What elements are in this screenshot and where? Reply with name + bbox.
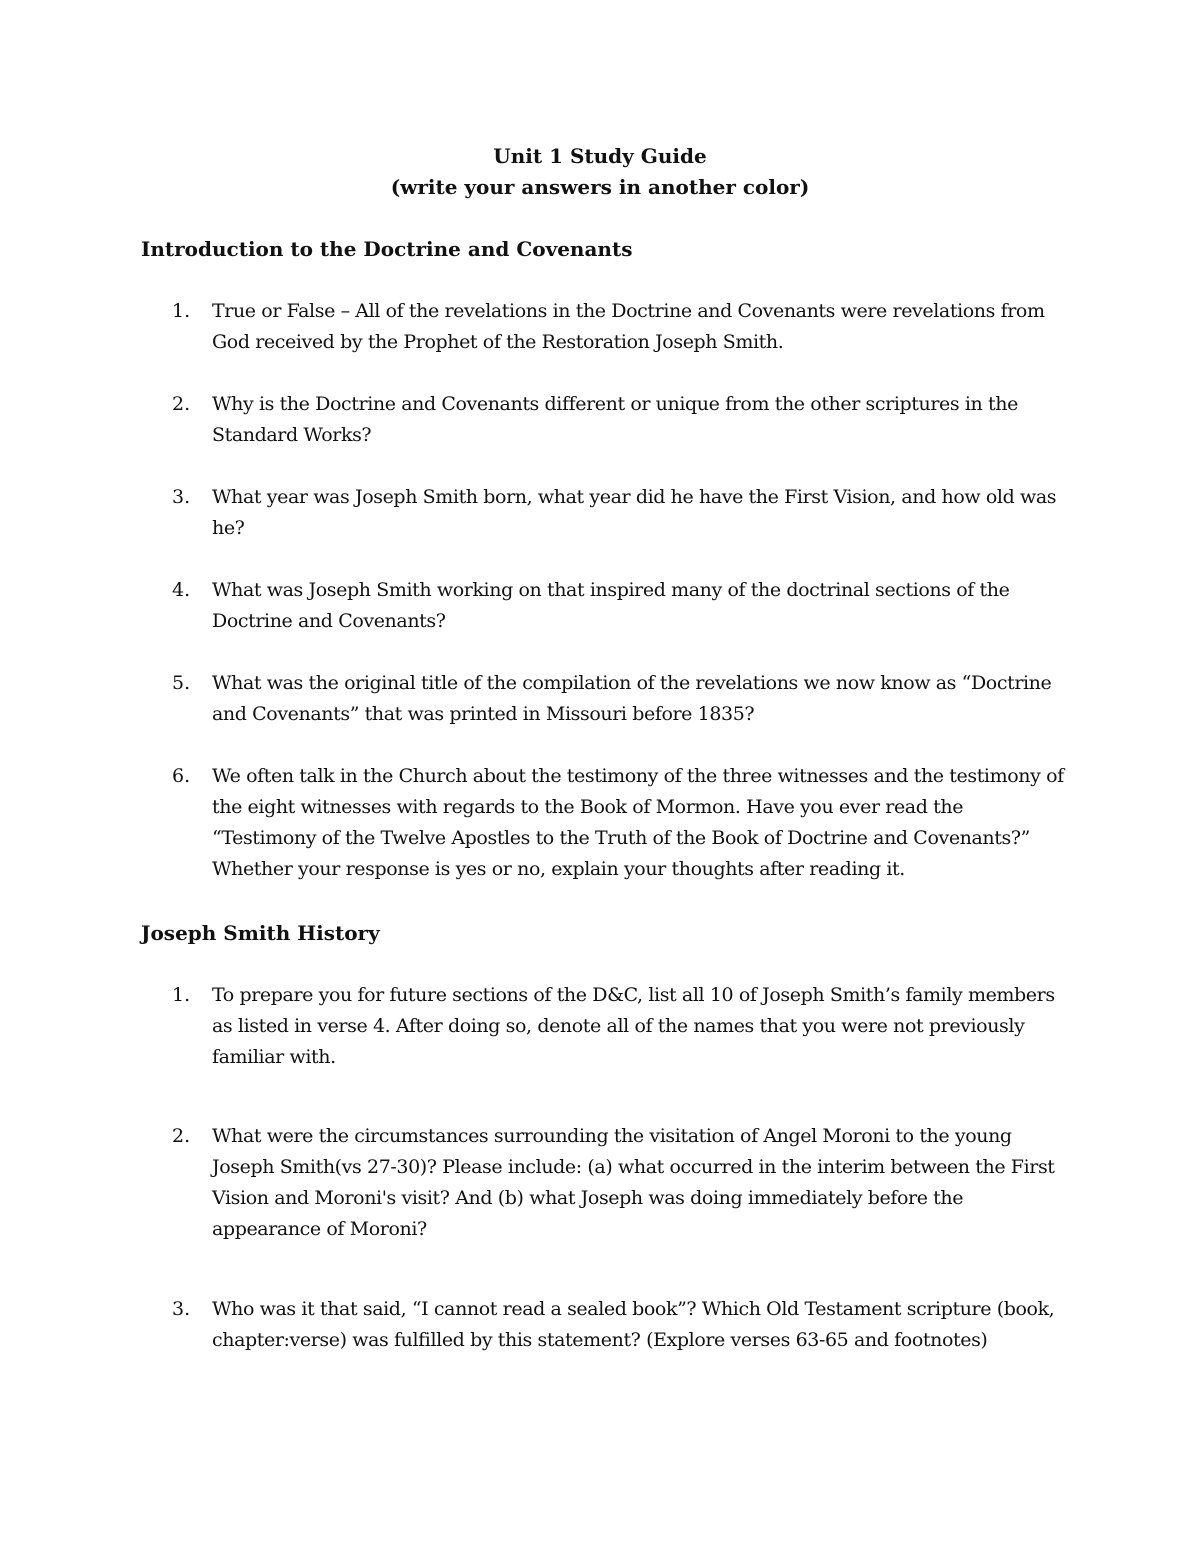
question-text: To prepare you for future sections of the D&C, list all 10 of Joseph Smith’s family members as listed in verse 4. After doing so, denote all of the names that you were not previously familiar with. bbox=[212, 984, 1055, 1068]
question-item bbox=[172, 668, 1072, 730]
question-number: 6. bbox=[172, 765, 191, 787]
question-item bbox=[172, 761, 1072, 885]
document-subtitle: (write your answers in another color) bbox=[390, 175, 810, 199]
question-number: 1. bbox=[172, 300, 191, 322]
question-text: We often talk in the Church about the testimony of the three witnesses and the testimony of the eight witnesses with regards to the Book of Mormon. Have you ever read the “Testimony of the Twelve Apostles to the Truth of the Book of Doctrine and Covenants?” Whether your response is yes or no, explain your thoughts after reading it. bbox=[212, 765, 1064, 880]
question-text: What was the original title of the compilation of the revelations we now know as “Doctrine and Covenants” that was printed in Missouri before 1835? bbox=[212, 672, 1052, 725]
question-item bbox=[172, 482, 1072, 544]
question-text: Why is the Doctrine and Covenants different or unique from the other scriptures in the Standard Works? bbox=[212, 393, 1018, 446]
question-item bbox=[172, 1121, 1072, 1245]
question-number: 4. bbox=[172, 579, 191, 601]
question-number: 3. bbox=[172, 486, 191, 508]
section-heading-joseph-smith-history: Joseph Smith History bbox=[141, 921, 380, 945]
question-number: 5. bbox=[172, 672, 191, 694]
question-number: 1. bbox=[172, 984, 191, 1006]
question-text: Who was it that said, “I cannot read a sealed book”? Which Old Testament scripture (book, chapter:verse) was fulfilled by this statement? (Explore verses 63-65 and footnotes) bbox=[212, 1298, 1055, 1351]
question-item bbox=[172, 389, 1072, 451]
question-number: 2. bbox=[172, 393, 191, 415]
question-text: True or False – All of the revelations in the Doctrine and Covenants were revelations from God received by the Prophet of the Restoration Joseph Smith. bbox=[212, 300, 1045, 353]
question-item bbox=[172, 1294, 1072, 1356]
question-item bbox=[172, 296, 1072, 358]
document-title: Unit 1 Study Guide bbox=[493, 144, 707, 168]
question-text: What were the circumstances surrounding the visitation of Angel Moroni to the young Joseph Smith(vs 27-30)? Please include: (a) what occurred in the interim between the First Vision and Moroni's visit? And (b) what Joseph was doing immediately before the appearance of Moroni? bbox=[212, 1125, 1055, 1240]
section-heading-introduction: Introduction to the Doctrine and Covenants bbox=[141, 237, 633, 261]
question-item bbox=[172, 980, 1072, 1073]
question-number: 2. bbox=[172, 1125, 191, 1147]
question-text: What year was Joseph Smith born, what year did he have the First Vision, and how old was he? bbox=[212, 486, 1057, 539]
question-item bbox=[172, 575, 1072, 637]
question-text: What was Joseph Smith working on that inspired many of the doctrinal sections of the Doctrine and Covenants? bbox=[212, 579, 1010, 632]
question-number: 3. bbox=[172, 1298, 191, 1320]
